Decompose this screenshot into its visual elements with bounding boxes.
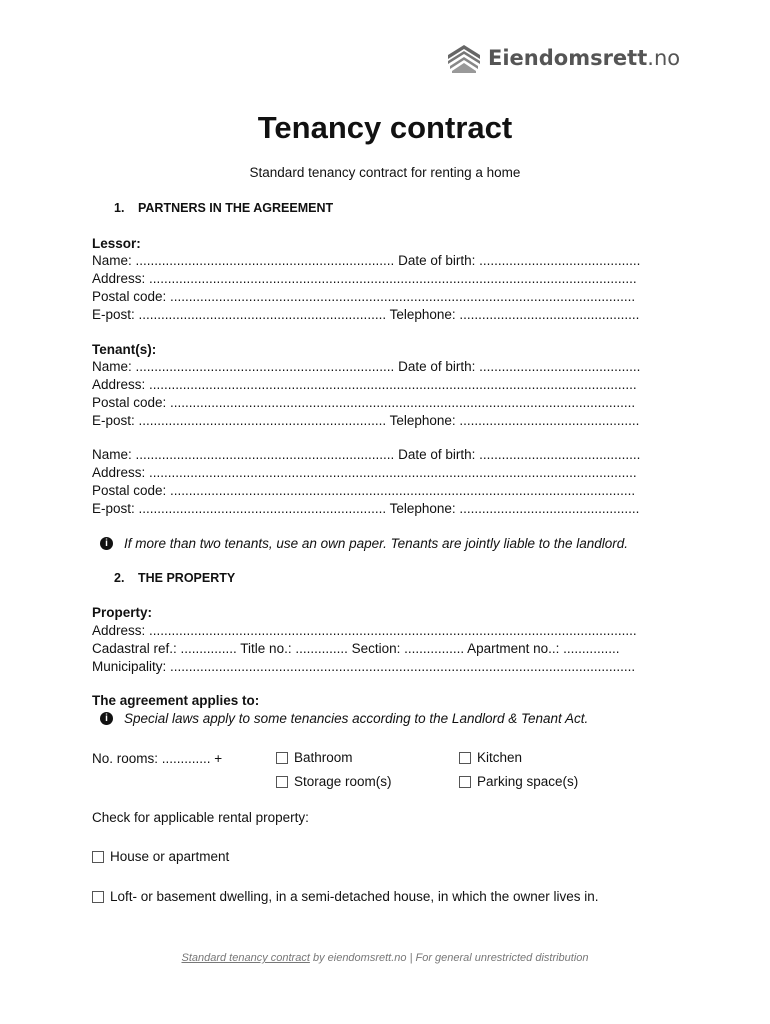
- cadastral-field[interactable]: Cadastral ref.: ............... Title no.: .............. Section: ................ Apartment no..: ...............: [92, 641, 620, 656]
- kitchen-checkbox[interactable]: Kitchen: [459, 750, 522, 765]
- footer-link[interactable]: Standard tenancy contract: [181, 952, 310, 964]
- tenant1-epost-field[interactable]: E-post: .................................................................. Telephone: ................................................: [92, 413, 640, 428]
- loft-checkbox[interactable]: Loft- or basement dwelling, in a semi-detached house, in which the owner lives in.: [92, 889, 599, 904]
- lessor-epost-field[interactable]: E-post: .................................................................. Telephone: ................................................: [92, 307, 640, 322]
- footer: [0, 952, 770, 964]
- rooms-field[interactable]: No. rooms: ............. +: [92, 751, 223, 766]
- section-1-heading: 1. PARTNERS IN THE AGREEMENT: [114, 201, 334, 215]
- parking-checkbox[interactable]: Parking space(s): [459, 774, 578, 789]
- page-subtitle: Standard tenancy contract for renting a home: [249, 165, 521, 180]
- logo-text: Eiendomsrett.no: [488, 46, 681, 70]
- checkbox-icon[interactable]: [276, 776, 288, 788]
- tenant2-epost-field[interactable]: E-post: .................................................................. Telephone: ................................................: [92, 501, 640, 516]
- tenant1-address-field[interactable]: Address: ..................................................................................................................................: [92, 377, 637, 392]
- checkbox-icon[interactable]: [92, 851, 104, 863]
- info-icon: i: [100, 712, 113, 725]
- house-checkbox[interactable]: House or apartment: [92, 849, 229, 864]
- house-stripes-icon: [446, 43, 482, 73]
- tenant2-address-field[interactable]: Address: ..................................................................................................................................: [92, 465, 637, 480]
- tenant1-postal-field[interactable]: Postal code: ............................................................................................................................: [92, 395, 636, 410]
- tenant2-postal-field[interactable]: Postal code: ............................................................................................................................: [92, 483, 636, 498]
- tenants-label: Tenant(s):: [92, 342, 157, 357]
- storage-checkbox[interactable]: Storage room(s): [276, 774, 392, 789]
- tenants-note: i If more than two tenants, use an own paper. Tenants are jointly liable to the landlord.: [100, 536, 628, 551]
- tenant1-name-field[interactable]: Name: ..................................................................... Date of birth: ...........................................: [92, 359, 641, 374]
- checkbox-icon[interactable]: [459, 752, 471, 764]
- checkbox-icon[interactable]: [92, 891, 104, 903]
- checkbox-icon[interactable]: [459, 776, 471, 788]
- property-label: Property:: [92, 605, 153, 620]
- lessor-label: Lessor:: [92, 236, 141, 251]
- footer-text: by eiendomsrett.no | For general unrestricted distribution: [309, 952, 589, 964]
- checkbox-icon[interactable]: [276, 752, 288, 764]
- property-address-field[interactable]: Address: ..................................................................................................................................: [92, 623, 637, 638]
- check-label: Check for applicable rental property:: [92, 810, 309, 825]
- lessor-address-field[interactable]: Address: ..................................................................................................................................: [92, 271, 637, 286]
- info-icon: i: [100, 537, 113, 550]
- applies-note: i Special laws apply to some tenancies according to the Landlord & Tenant Act.: [100, 711, 588, 726]
- lessor-postal-field[interactable]: Postal code: ............................................................................................................................: [92, 289, 636, 304]
- bathroom-checkbox[interactable]: Bathroom: [276, 750, 353, 765]
- page-title: Tenancy contract: [257, 110, 513, 145]
- lessor-name-field[interactable]: Name: ..................................................................... Date of birth: ...........................................: [92, 253, 641, 268]
- municipality-field[interactable]: Municipality: ............................................................................................................................: [92, 659, 636, 674]
- tenant2-name-field[interactable]: Name: ..................................................................... Date of birth: ...........................................: [92, 447, 641, 462]
- logo: [446, 42, 680, 74]
- section-2-heading: 2. THE PROPERTY: [114, 571, 236, 585]
- applies-label: The agreement applies to:: [92, 693, 260, 708]
